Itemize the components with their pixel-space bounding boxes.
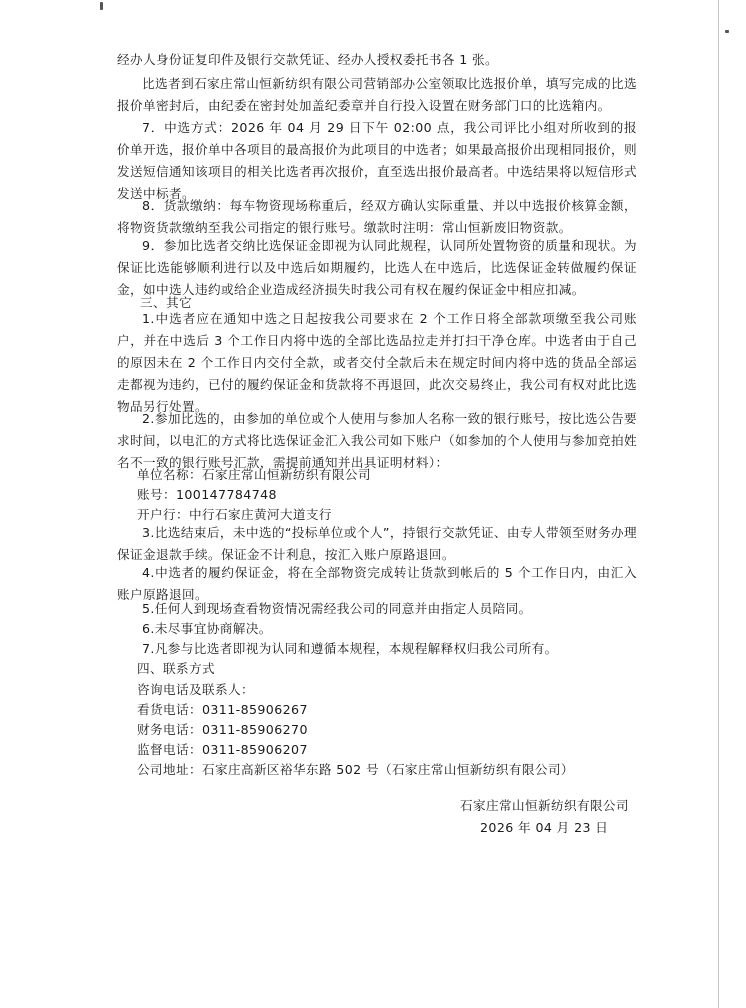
phone-supervision: 监督电话：0311-85906207 — [137, 742, 308, 757]
top-fragment: 经办人身份证复印件及银行交款凭证、经办人授权委托书各 1 张。 — [117, 52, 499, 67]
item-9-paragraph: 9．参加比选者交纳比选保证金即视为认同此规程，认同所处置物资的质量和现状。为保证比选能够顺利进行以及中选后如期履约，比选人在中选后，比选保证金转做履约保证金，如中选人违约或给企业造成经济损失时我公司有权在履约保证金中相应扣减。 — [117, 238, 637, 297]
item-8-paragraph: 8．货款缴纳：每车物资现场称重后，经双方确认实际重量、并以中选报价核算金额，将物资货款缴纳至我公司指定的银行账号。缴款时注明：常山恒新废旧物资款。 — [117, 198, 637, 235]
company-address: 公司地址：石家庄高新区裕华东路 502 号（石家庄常山恒新纺织有限公司） — [137, 762, 574, 777]
section-3-item-6: 6.未尽事宜协商解决。 — [142, 621, 272, 636]
section-3-item-5: 5.任何人到现场查看物资情况需经我公司的同意并由指定人员陪同。 — [142, 601, 532, 616]
scan-mark — [100, 2, 103, 10]
signature-date: 2026 年 04 月 23 日 — [480, 820, 609, 835]
section-3-item-1: 1.中选者应在通知中选之日起按我公司要求在 2 个工作日将全部款项缴至我公司账户，并在中选后 3 个工作日内将中选的全部比选品拉走并打扫干净仓库。中选者由于自己的原因未在 2 个工作日内交付全款，或者交付全款后未在规定时间内将中选的货品全部运走都视为违约，已付的履约保证金和货款将不再退回，此次交易终止，我公司有权对此比选物品另行处置。 — [117, 311, 637, 414]
section-4-heading: 四、联系方式 — [137, 661, 215, 676]
item-7-paragraph: 7．中选方式：2026 年 04 月 29 日下午 02:00 点，我公司评比小组对所收到的报价单开选，报价单中各项目的最高报价为此项目的中选者；如果最高报价出现相同报价，则发送短信通知该项目的相关比选者再次报价，直至选出报价最高者。中选结果将以短信形式发送中标者。 — [117, 120, 637, 201]
section-3-item-4: 4.中选者的履约保证金，将在全部物资完成转让货款到帐后的 5 个工作日内，由汇入账户原路退回。 — [117, 565, 637, 602]
section-3-heading: 三、其它 — [140, 295, 192, 310]
phone-goods: 看货电话：0311-85906267 — [137, 702, 308, 717]
contact-intro: 咨询电话及联系人： — [137, 682, 254, 697]
section-3-item-3: 3.比选结束后，未中选的“投标单位或个人”，持银行交款凭证、由专人带领至财务办理保证金退款手续。保证金不计利息，按汇入账户原路退回。 — [117, 525, 637, 562]
collection-paragraph: 比选者到石家庄常山恒新纺织有限公司营销部办公室领取比选报价单，填写完成的比选报价单密封后，由纪委在密封处加盖纪委章并自行投入设置在财务部门口的比选箱内。 — [117, 76, 637, 113]
scan-edge — [718, 0, 719, 1008]
section-3-item-2: 2.参加比选的，由参加的单位或个人使用与参加人名称一致的银行账号，按比选公告要求时间，以电汇的方式将比选保证金汇入我公司如下账户（如参加的个人使用与参加竞拍姓名不一致的银行账号汇款，需提前通知并出具证明材料）： — [117, 411, 637, 470]
section-3-item-7: 7.凡参与比选者即视为认同和遵循本规程，本规程解释权归我公司所有。 — [142, 641, 558, 656]
account-number: 账号：100147784748 — [137, 487, 277, 502]
account-name: 单位名称：石家庄常山恒新纺织有限公司 — [137, 467, 371, 482]
bank-name: 开户行：中行石家庄黄河大道支行 — [137, 507, 332, 522]
scan-mark — [725, 30, 729, 33]
phone-finance: 财务电话：0311-85906270 — [137, 722, 308, 737]
signature-company: 石家庄常山恒新纺织有限公司 — [460, 798, 629, 813]
